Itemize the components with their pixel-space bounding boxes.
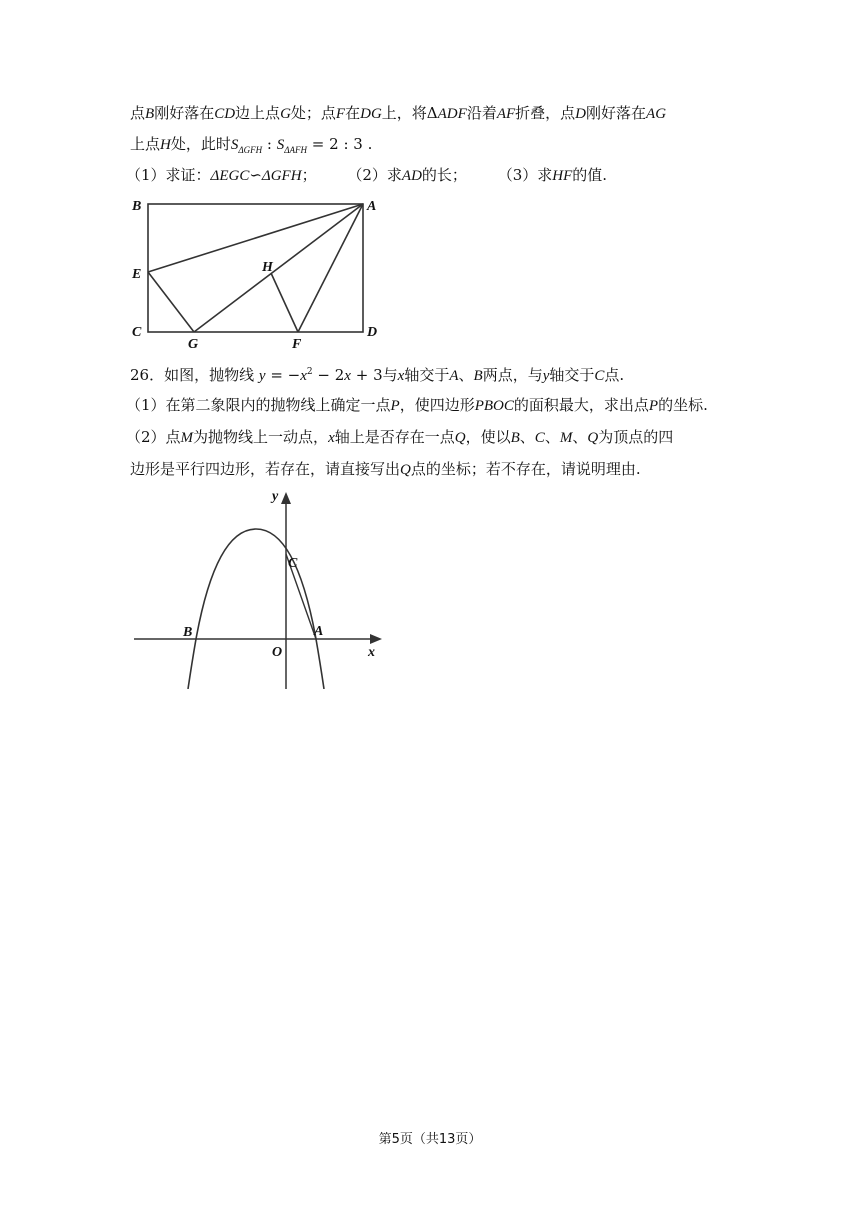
label-e: E [132,267,142,282]
parabola-figure [126,484,396,694]
label-g: G [188,337,199,352]
label-b: B [132,199,142,214]
segment-hf [271,273,298,332]
p26-line-1: 26．如图，抛物线 $y = -x^2 - 2x + 3$与x轴交于A、B两点，与y轴交于C点. [130,366,625,384]
label-d: D [367,325,378,340]
p25-line-2: 上点H处，此时$S_{\Delta GFH}$ : $S_{\Delta AFH} = 2$ : 3 . [130,135,373,155]
rectangle-fold-figure [126,192,386,352]
segment-eg [148,272,194,332]
label-x: x [368,645,375,660]
p25-questions: （1）求证：ΔEGC∽ΔGFH； （2）求AD的长； （3）求HF的值. [126,166,608,184]
y-axis-arrow [281,492,291,504]
p26-line-2: （1）在第二象限内的抛物线上确定一点P，使四边形PBOC的面积最大，求出点P的坐标. [126,396,708,414]
label-y: y [272,489,279,504]
p26-line-3: （2）点M为抛物线上一动点，x轴上是否存在一点Q，使以B、C、M、Q为顶点的四 [126,428,674,446]
label-c: C [132,325,142,340]
segment-fa [298,204,363,332]
label-h: H [262,260,273,275]
label-a: A [367,199,377,214]
parabola-curve [188,529,324,689]
label-b: B [183,625,193,640]
segment-ga [194,204,363,332]
label-c: C [288,556,298,571]
p25-line-1: 点B刚好落在CD边上点G处；点F在DG上，将ΔADF沿着AF折叠，点D刚好落在AG [130,104,667,122]
x-axis-arrow [370,634,382,644]
label-a: A [314,624,324,639]
page-footer: 第5页（共13页） [378,1132,482,1147]
label-o: O [272,645,283,660]
p26-line-4: 边形是平行四边形，若存在，请直接写出Q点的坐标；若不存在，请说明理由. [130,460,641,478]
label-f: F [292,337,302,352]
segment-ea [148,204,363,272]
